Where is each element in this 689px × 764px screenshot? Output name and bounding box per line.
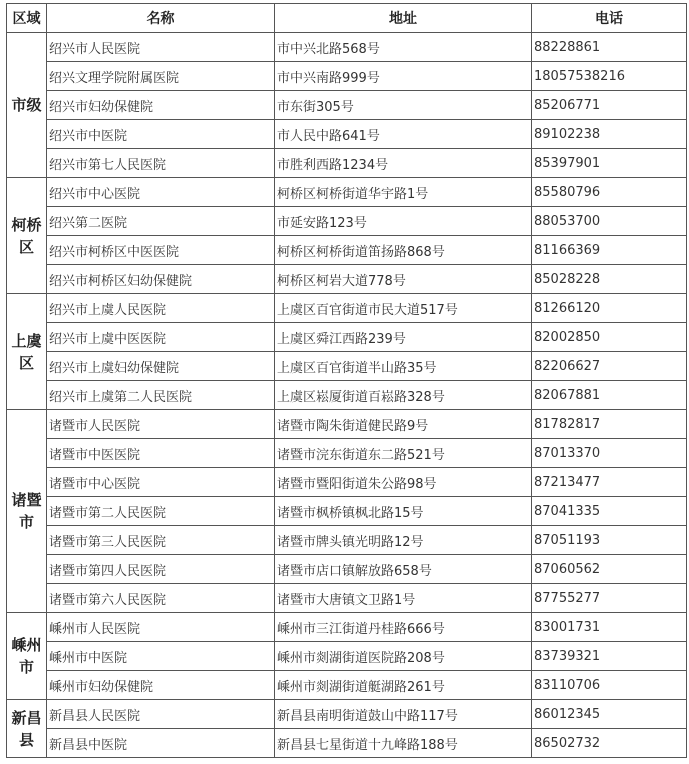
phone-cell: 81782817 [532,410,687,439]
header-row [7,4,687,33]
table-row [7,149,687,178]
phone-cell: 88228861 [532,33,687,62]
address-cell: 嵊州市三江街道丹桂路666号 [275,613,532,642]
name-cell: 绍兴市上虞中医医院 [47,323,275,352]
region-cell: 嵊州市 [7,613,47,700]
table-row [7,178,687,207]
header-phone: 电话 [532,4,687,33]
table-row [7,323,687,352]
phone-cell: 81166369 [532,236,687,265]
region-cell: 市级 [7,33,47,178]
phone-cell: 87060562 [532,555,687,584]
name-cell: 嵊州市人民医院 [47,613,275,642]
phone-cell: 87041335 [532,497,687,526]
name-cell: 绍兴市人民医院 [47,33,275,62]
address-cell: 市东街305号 [275,91,532,120]
address-cell: 上虞区崧厦街道百崧路328号 [275,381,532,410]
address-cell: 新昌县七星街道十九峰路188号 [275,729,532,758]
name-cell: 嵊州市中医院 [47,642,275,671]
address-cell: 诸暨市店口镇解放路658号 [275,555,532,584]
table-row [7,729,687,758]
address-cell: 新昌县南明街道鼓山中路117号 [275,700,532,729]
header-name: 名称 [47,4,275,33]
table-row [7,613,687,642]
table-row [7,555,687,584]
address-cell: 嵊州市剡湖街道艇湖路261号 [275,671,532,700]
name-cell: 绍兴市柯桥区妇幼保健院 [47,265,275,294]
table-row [7,236,687,265]
name-cell: 绍兴文理学院附属医院 [47,62,275,91]
address-cell: 上虞区舜江西路239号 [275,323,532,352]
name-cell: 诸暨市中心医院 [47,468,275,497]
name-cell: 绍兴市妇幼保健院 [47,91,275,120]
name-cell: 新昌县人民医院 [47,700,275,729]
phone-cell: 85028228 [532,265,687,294]
name-cell: 绍兴市上虞人民医院 [47,294,275,323]
phone-cell: 85397901 [532,149,687,178]
name-cell: 绍兴市中医院 [47,120,275,149]
phone-cell: 81266120 [532,294,687,323]
table-row [7,468,687,497]
table-row [7,671,687,700]
table-row [7,439,687,468]
address-cell: 诸暨市大唐镇文卫路1号 [275,584,532,613]
address-cell: 柯桥区柯岩大道778号 [275,265,532,294]
phone-cell: 83110706 [532,671,687,700]
address-cell: 上虞区百官街道半山路35号 [275,352,532,381]
table-row [7,642,687,671]
region-cell: 柯桥区 [7,178,47,294]
table-body [7,33,687,758]
name-cell: 绍兴市上虞第二人民医院 [47,381,275,410]
region-cell: 上虞区 [7,294,47,410]
phone-cell: 87755277 [532,584,687,613]
name-cell: 新昌县中医院 [47,729,275,758]
hospital-table [6,3,687,758]
region-cell: 新昌县 [7,700,47,758]
name-cell: 诸暨市第二人民医院 [47,497,275,526]
address-cell: 市中兴北路568号 [275,33,532,62]
address-cell: 柯桥区柯桥街道笛扬路868号 [275,236,532,265]
address-cell: 市延安路123号 [275,207,532,236]
name-cell: 绍兴第二医院 [47,207,275,236]
table-row [7,294,687,323]
table-row [7,352,687,381]
table-row [7,33,687,62]
phone-cell: 82067881 [532,381,687,410]
address-cell: 诸暨市浣东街道东二路521号 [275,439,532,468]
address-cell: 诸暨市暨阳街道朱公路98号 [275,468,532,497]
address-cell: 市人民中路641号 [275,120,532,149]
name-cell: 诸暨市中医医院 [47,439,275,468]
table-row [7,526,687,555]
phone-cell: 83739321 [532,642,687,671]
phone-cell: 89102238 [532,120,687,149]
name-cell: 绍兴市上虞妇幼保健院 [47,352,275,381]
name-cell: 绍兴市中心医院 [47,178,275,207]
phone-cell: 87213477 [532,468,687,497]
address-cell: 嵊州市剡湖街道医院路208号 [275,642,532,671]
phone-cell: 85206771 [532,91,687,120]
phone-cell: 85580796 [532,178,687,207]
name-cell: 绍兴市第七人民医院 [47,149,275,178]
phone-cell: 18057538216 [532,62,687,91]
header-address: 地址 [275,4,532,33]
address-cell: 诸暨市枫桥镇枫北路15号 [275,497,532,526]
phone-cell: 87013370 [532,439,687,468]
name-cell: 诸暨市第三人民医院 [47,526,275,555]
phone-cell: 87051193 [532,526,687,555]
name-cell: 嵊州市妇幼保健院 [47,671,275,700]
table-row [7,265,687,294]
address-cell: 市中兴南路999号 [275,62,532,91]
table-row [7,410,687,439]
phone-cell: 83001731 [532,613,687,642]
table-row [7,497,687,526]
address-cell: 柯桥区柯桥街道华宇路1号 [275,178,532,207]
phone-cell: 86502732 [532,729,687,758]
phone-cell: 82002850 [532,323,687,352]
table-row [7,584,687,613]
table-row [7,91,687,120]
address-cell: 诸暨市陶朱街道健民路9号 [275,410,532,439]
name-cell: 诸暨市第六人民医院 [47,584,275,613]
table-row [7,120,687,149]
address-cell: 诸暨市牌头镇光明路12号 [275,526,532,555]
phone-cell: 86012345 [532,700,687,729]
table-row [7,381,687,410]
region-cell: 诸暨市 [7,410,47,613]
name-cell: 诸暨市人民医院 [47,410,275,439]
name-cell: 诸暨市第四人民医院 [47,555,275,584]
table-row [7,700,687,729]
table-row [7,207,687,236]
address-cell: 上虞区百官街道市民大道517号 [275,294,532,323]
header-region: 区域 [7,4,47,33]
phone-cell: 82206627 [532,352,687,381]
phone-cell: 88053700 [532,207,687,236]
address-cell: 市胜利西路1234号 [275,149,532,178]
name-cell: 绍兴市柯桥区中医医院 [47,236,275,265]
table-row [7,62,687,91]
